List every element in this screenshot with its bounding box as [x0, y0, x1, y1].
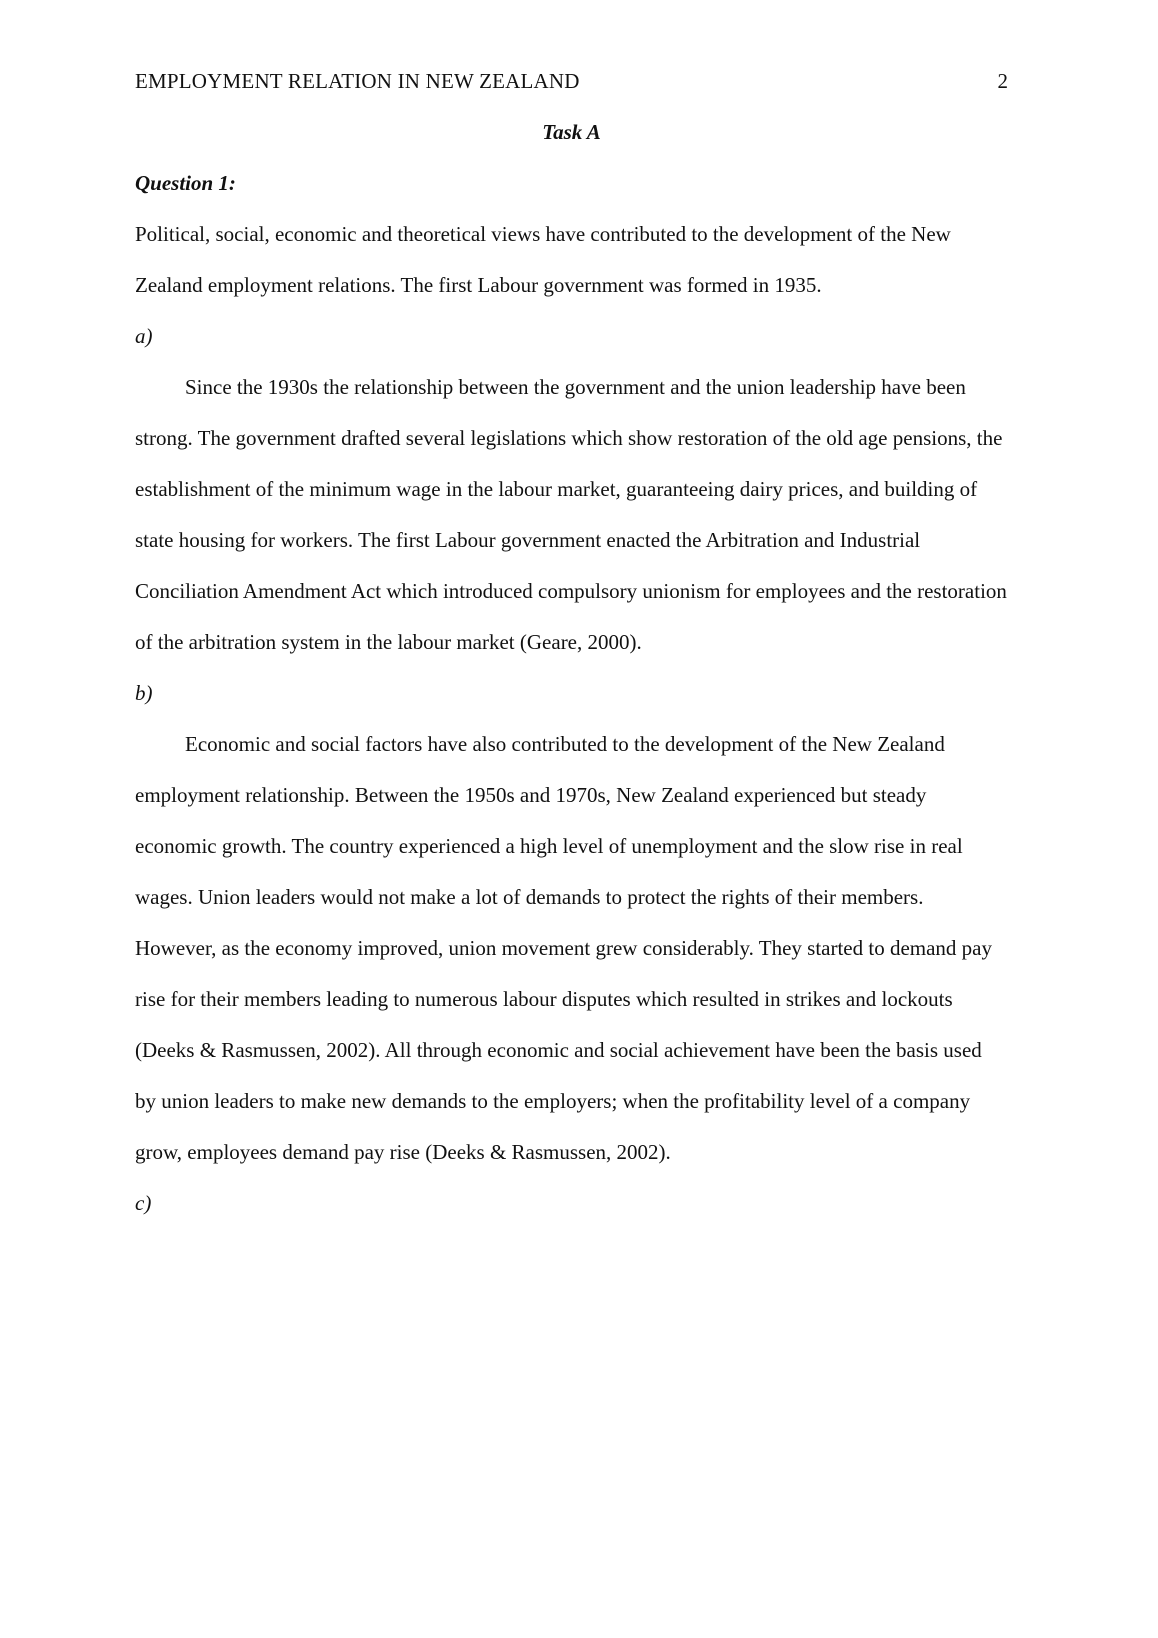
- list-label-b: b): [135, 681, 153, 705]
- document-body: [135, 107, 1008, 1229]
- list-label-a: a): [135, 324, 153, 348]
- running-head: EMPLOYMENT RELATION IN NEW ZEALAND: [135, 69, 580, 93]
- paragraph-intro: Political, social, economic and theoretical views have contributed to the development of the New Zealand employment relations. The first Labour government was formed in 1935.: [135, 222, 951, 297]
- paragraph-b: Economic and social factors have also contributed to the development of the New Zealand employment relationship. Between the 1950s and 1970s, New Zealand experienced but steady economic growth. The country experienced a high level of unemployment and the slow rise in real wages. Union leaders would not make a lot of demands to protect the rights of their members. However, as the economy improved, union movement grew considerably. They started to demand pay rise for their members leading to numerous labour disputes which resulted in strikes and lockouts (Deeks & Rasmussen, 2002). All through economic and social achievement have been the basis used by union leaders to make new demands to the employers; when the profitability level of a company grow, employees demand pay rise (Deeks & Rasmussen, 2002).: [135, 732, 993, 1164]
- page-number: 2: [997, 69, 1008, 93]
- paragraph-a: Since the 1930s the relationship between the government and the union leadership have been strong. The government drafted several legislations which show restoration of the old age pensions, the establishment of the minimum wage in the labour market, guaranteeing dairy prices, and building of state housing for workers. The first Labour government enacted the Arbitration and Industrial Conciliation Amendment Act which introduced compulsory unionism for employees and the restoration of the arbitration system in the labour market (Geare, 2000).: [135, 375, 1007, 654]
- list-label-c: c): [135, 1191, 152, 1215]
- task-title: Task A: [542, 120, 601, 144]
- page-header: [135, 56, 1008, 107]
- question-heading: Question 1:: [135, 171, 236, 195]
